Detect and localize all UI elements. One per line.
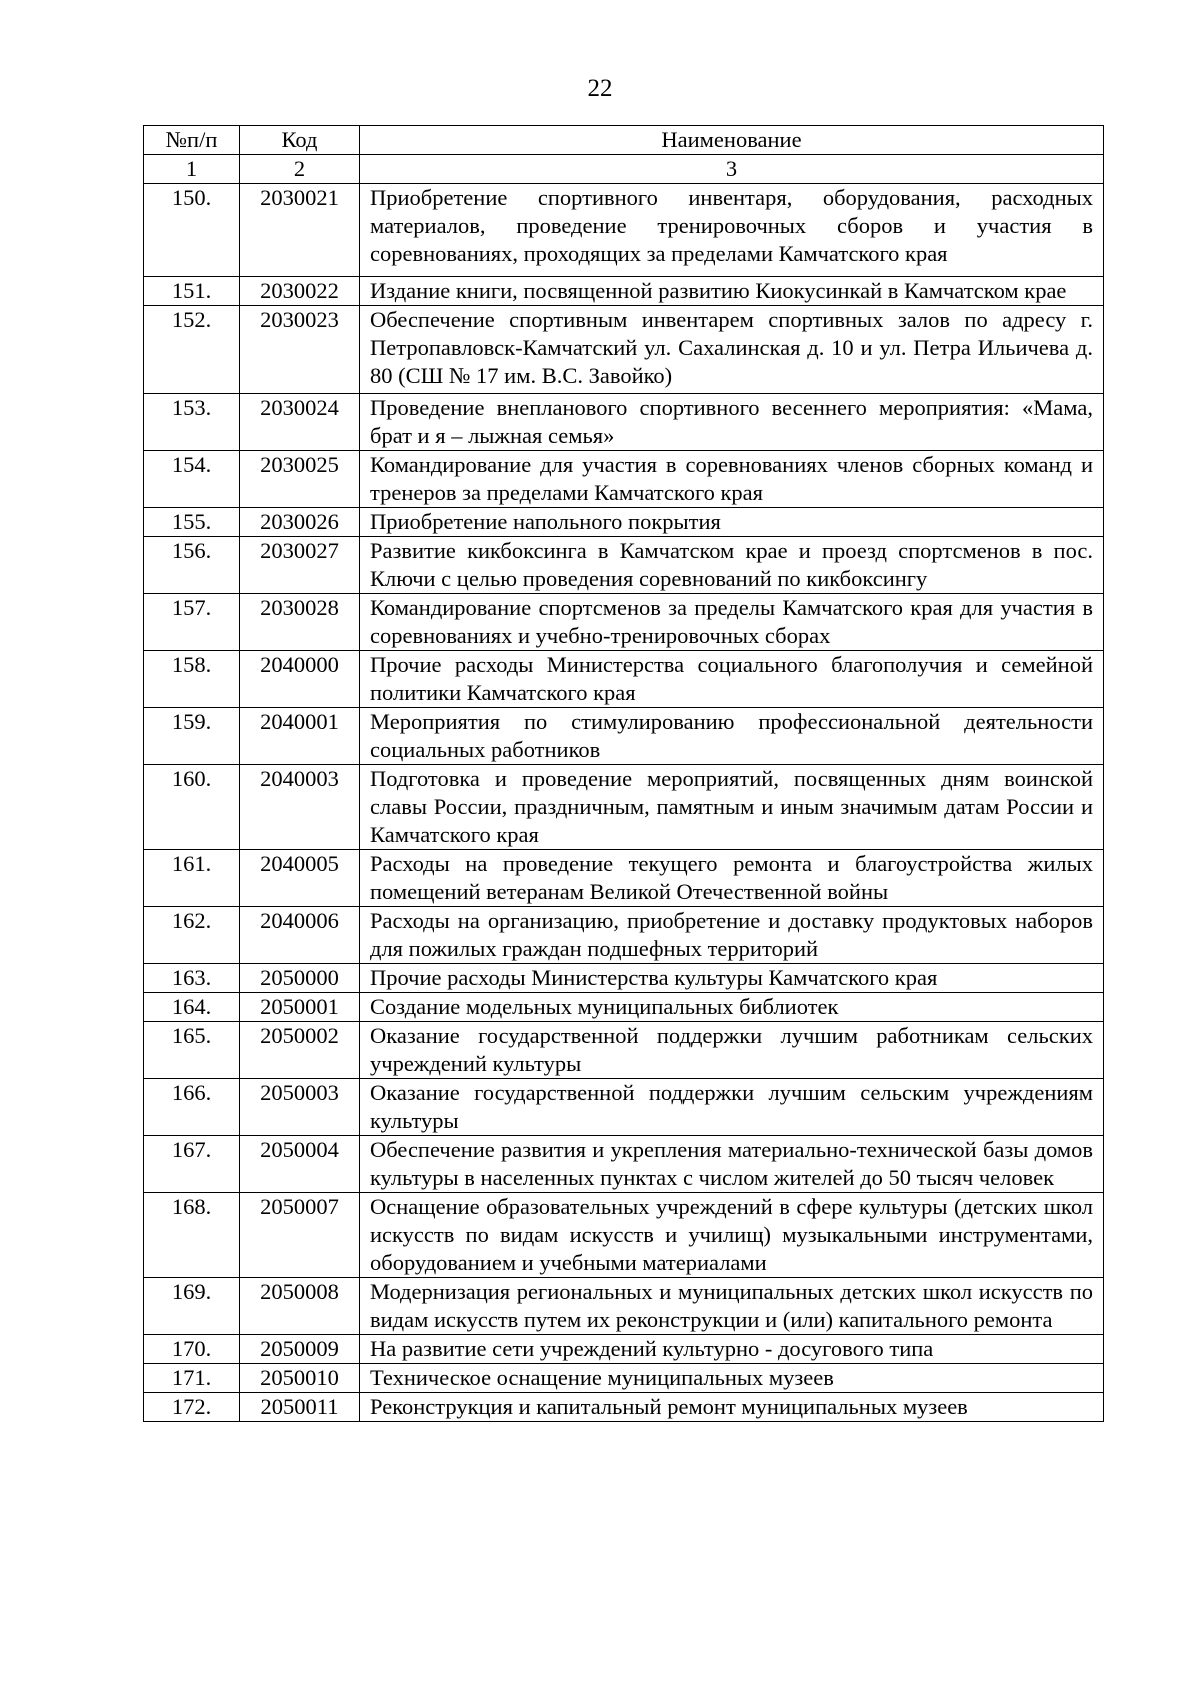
row-name: Подготовка и проведение мероприятий, посвященных дням воинской славы России, праздничным, памятным и иным значимым датам России и Камчатского края [360, 765, 1104, 850]
header-number: №п/п [144, 126, 240, 155]
header-name: Наименование [360, 126, 1104, 155]
column-index-1: 1 [144, 155, 240, 184]
row-name: Командирование спортсменов за пределы Камчатского края для участия в соревнованиях и учебно-тренировочных сборах [360, 594, 1104, 651]
row-number: 163. [144, 964, 240, 993]
table-row [144, 184, 1104, 277]
row-number: 165. [144, 1022, 240, 1079]
table-row [144, 1193, 1104, 1278]
row-code: 2030027 [240, 537, 360, 594]
column-index-2: 2 [240, 155, 360, 184]
table-body [144, 184, 1104, 1422]
table-row [144, 537, 1104, 594]
row-name: Модернизация региональных и муниципальных детских школ искусств по видам искусств путем их реконструкции и (или) капитального ремонта [360, 1278, 1104, 1335]
row-name: Расходы на организацию, приобретение и доставку продуктовых наборов для пожилых граждан подшефных территорий [360, 907, 1104, 964]
row-code: 2050011 [240, 1393, 360, 1422]
row-number: 159. [144, 708, 240, 765]
row-code: 2040006 [240, 907, 360, 964]
row-name: Оснащение образовательных учреждений в сфере культуры (детских школ искусств по видам искусств и училищ) музыкальными инструментами, оборудованием и учебными материалами [360, 1193, 1104, 1278]
row-number: 171. [144, 1364, 240, 1393]
table-row [144, 394, 1104, 451]
row-number: 164. [144, 993, 240, 1022]
row-code: 2030025 [240, 451, 360, 508]
table-row [144, 1364, 1104, 1393]
row-name: Реконструкция и капитальный ремонт муниципальных музеев [360, 1393, 1104, 1422]
row-code: 2040003 [240, 765, 360, 850]
row-name: Мероприятия по стимулированию профессиональной деятельности социальных работников [360, 708, 1104, 765]
row-number: 154. [144, 451, 240, 508]
table-row [144, 1335, 1104, 1364]
row-number: 157. [144, 594, 240, 651]
row-code: 2040001 [240, 708, 360, 765]
table-row [144, 451, 1104, 508]
page-number: 22 [587, 75, 613, 102]
row-number: 172. [144, 1393, 240, 1422]
row-code: 2050010 [240, 1364, 360, 1393]
table-row [144, 1136, 1104, 1193]
row-number: 150. [144, 184, 240, 277]
row-name: Проведение внепланового спортивного весеннего мероприятия: «Мама, брат и я – лыжная семья» [360, 394, 1104, 451]
table-row [144, 850, 1104, 907]
table-row [144, 765, 1104, 850]
row-name: Прочие расходы Министерства социального благополучия и семейной политики Камчатского края [360, 651, 1104, 708]
table-row [144, 508, 1104, 537]
row-code: 2050003 [240, 1079, 360, 1136]
row-name: Прочие расходы Министерства культуры Камчатского края [360, 964, 1104, 993]
row-name: Обеспечение спортивным инвентарем спортивных залов по адресу г. Петропавловск-Камчатский ул. Сахалинская д. 10 и ул. Петра Ильичева д. 80 (СШ № 17 им. В.С. Завойко) [360, 306, 1104, 394]
row-name: На развитие сети учреждений культурно - досугового типа [360, 1335, 1104, 1364]
row-name: Издание книги, посвященной развитию Киокусинкай в Камчатском крае [360, 277, 1104, 306]
row-code: 2030028 [240, 594, 360, 651]
row-name: Приобретение напольного покрытия [360, 508, 1104, 537]
column-index-row [144, 155, 1104, 184]
row-code: 2030021 [240, 184, 360, 277]
table-row [144, 708, 1104, 765]
table-row [144, 594, 1104, 651]
table-row [144, 964, 1104, 993]
row-number: 167. [144, 1136, 240, 1193]
row-number: 162. [144, 907, 240, 964]
row-name: Оказание государственной поддержки лучшим работникам сельских учреждений культуры [360, 1022, 1104, 1079]
row-code: 2050002 [240, 1022, 360, 1079]
row-number: 152. [144, 306, 240, 394]
row-name: Развитие кикбоксинга в Камчатском крае и проезд спортсменов в пос. Ключи с целью проведения соревнований по кикбоксингу [360, 537, 1104, 594]
row-number: 161. [144, 850, 240, 907]
row-number: 153. [144, 394, 240, 451]
row-code: 2050007 [240, 1193, 360, 1278]
row-code: 2050000 [240, 964, 360, 993]
row-code: 2030024 [240, 394, 360, 451]
row-code: 2030022 [240, 277, 360, 306]
row-name: Расходы на проведение текущего ремонта и благоустройства жилых помещений ветеранам Великой Отечественной войны [360, 850, 1104, 907]
table-row [144, 993, 1104, 1022]
row-name: Обеспечение развития и укрепления материально-технической базы домов культуры в населенных пунктах с числом жителей до 50 тысяч человек [360, 1136, 1104, 1193]
table-row [144, 1393, 1104, 1422]
table-row [144, 1022, 1104, 1079]
table-row [144, 651, 1104, 708]
row-number: 160. [144, 765, 240, 850]
row-number: 166. [144, 1079, 240, 1136]
row-code: 2040000 [240, 651, 360, 708]
row-name: Командирование для участия в соревнованиях членов сборных команд и тренеров за пределами Камчатского края [360, 451, 1104, 508]
row-code: 2030026 [240, 508, 360, 537]
codes-table [143, 125, 1104, 1422]
table-row [144, 907, 1104, 964]
row-code: 2050008 [240, 1278, 360, 1335]
row-number: 170. [144, 1335, 240, 1364]
table-row [144, 1278, 1104, 1335]
row-name: Техническое оснащение муниципальных музеев [360, 1364, 1104, 1393]
table-header-row [144, 126, 1104, 155]
header-code: Код [240, 126, 360, 155]
row-number: 156. [144, 537, 240, 594]
row-name: Оказание государственной поддержки лучшим сельским учреждениям культуры [360, 1079, 1104, 1136]
row-code: 2050004 [240, 1136, 360, 1193]
row-number: 168. [144, 1193, 240, 1278]
row-name: Приобретение спортивного инвентаря, оборудования, расходных материалов, проведение тренировочных сборов и участия в соревнованиях, проходящих за пределами Камчатского края [360, 184, 1104, 277]
table-row [144, 306, 1104, 394]
row-number: 158. [144, 651, 240, 708]
row-number: 155. [144, 508, 240, 537]
column-index-3: 3 [360, 155, 1104, 184]
row-number: 169. [144, 1278, 240, 1335]
table-row [144, 277, 1104, 306]
row-code: 2050009 [240, 1335, 360, 1364]
row-code: 2040005 [240, 850, 360, 907]
row-name: Создание модельных муниципальных библиотек [360, 993, 1104, 1022]
row-code: 2030023 [240, 306, 360, 394]
table-row [144, 1079, 1104, 1136]
row-number: 151. [144, 277, 240, 306]
row-code: 2050001 [240, 993, 360, 1022]
